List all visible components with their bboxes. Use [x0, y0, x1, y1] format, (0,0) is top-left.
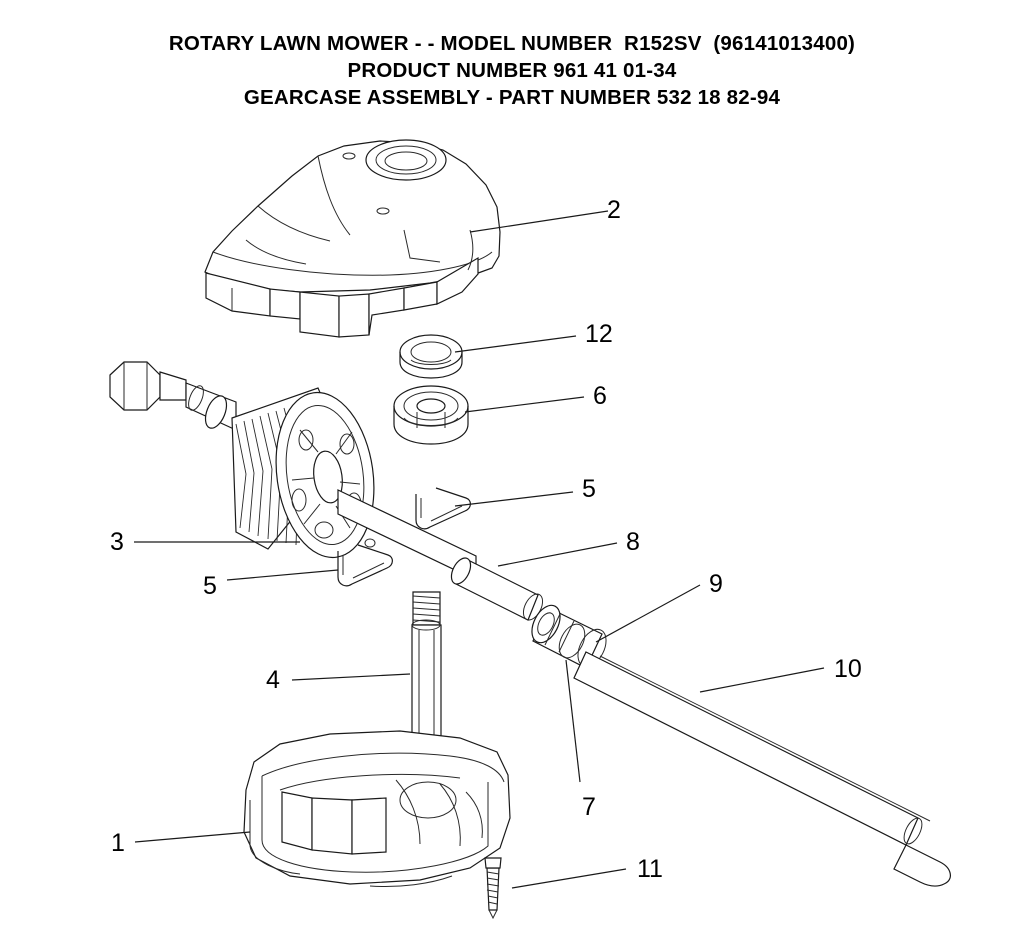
title-line-1: ROTARY LAWN MOWER - - MODEL NUMBER R152SV (96141013400)	[168, 32, 856, 55]
callout-11: 11	[637, 855, 663, 883]
callout-1: 1	[111, 829, 125, 857]
callout-5-lower: 5	[203, 572, 217, 600]
callout-3: 3	[110, 528, 124, 556]
callout-2: 2	[607, 196, 621, 224]
callout-12: 12	[585, 320, 613, 348]
part-gearcase-cover-upper	[205, 140, 500, 337]
part-screw	[485, 858, 501, 918]
part-gearcase-housing-lower	[244, 731, 510, 887]
callout-8: 8	[626, 528, 640, 556]
part-axle-sleeve	[448, 555, 547, 623]
part-oil-seal	[400, 335, 462, 378]
part-ball-bearing	[394, 386, 468, 444]
callout-6: 6	[593, 382, 607, 410]
callout-4: 4	[266, 666, 280, 694]
callout-9: 9	[709, 570, 723, 598]
callout-5-upper: 5	[582, 475, 596, 503]
title-line-3: GEARCASE ASSEMBLY - PART NUMBER 532 18 82-94	[243, 86, 781, 109]
callout-7: 7	[582, 793, 596, 821]
title-line-2: PRODUCT NUMBER 961 41 01-34	[347, 59, 677, 82]
callout-10: 10	[834, 655, 862, 683]
part-drive-axle-shaft	[574, 652, 950, 886]
part-retaining-clip-upper	[416, 488, 470, 529]
